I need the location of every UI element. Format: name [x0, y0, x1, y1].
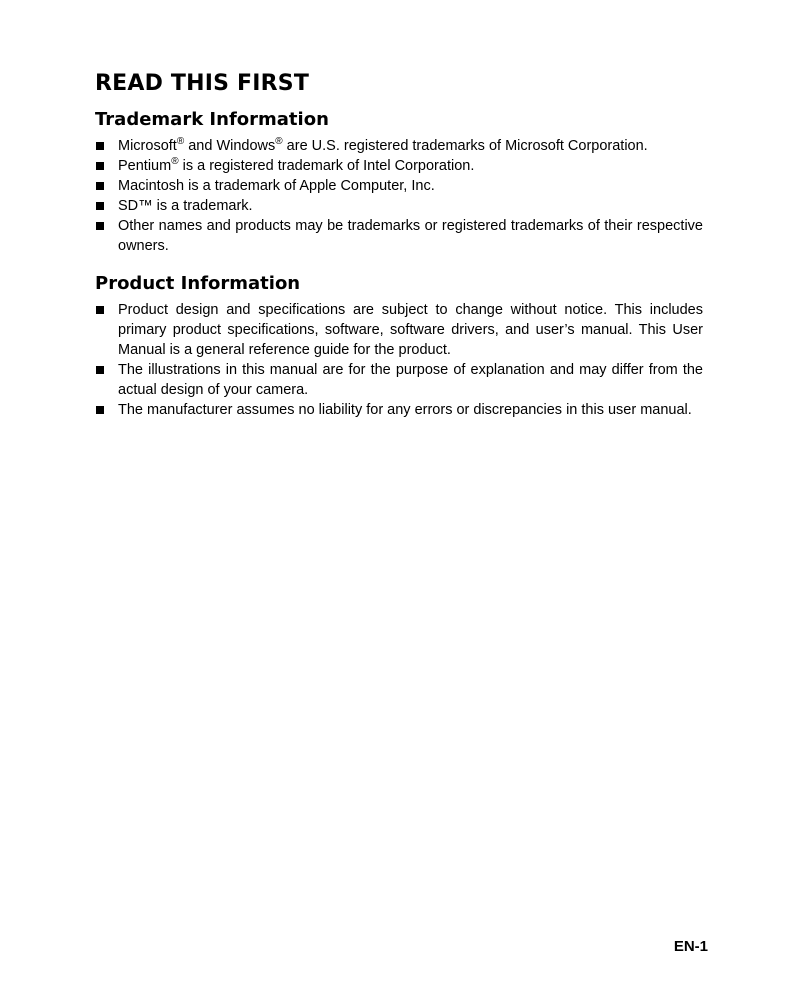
square-bullet-icon [96, 222, 104, 230]
list-item-text: The manufacturer assumes no liability for any errors or discrepancies in this user manual. [118, 402, 692, 418]
square-bullet-icon [96, 162, 104, 170]
list-item-text: Pentium® is a registered trademark of Intel Corporation. [118, 156, 475, 174]
trademark-list [95, 136, 703, 256]
product-heading: Product Information [95, 273, 301, 294]
list-item-text: Other names and products may be trademarks or registered trademarks of their respective owners. [118, 218, 703, 254]
list-item [95, 300, 703, 360]
list-item-text: Microsoft® and Windows® are U.S. registered trademarks of Microsoft Corporation. [118, 136, 648, 154]
trademark-heading: Trademark Information [95, 109, 329, 130]
page-number: EN-1 [673, 938, 708, 955]
list-item-text: SD™ is a trademark. [118, 198, 253, 214]
square-bullet-icon [96, 406, 104, 414]
page-content [95, 66, 703, 420]
list-item [95, 360, 703, 400]
list-item-text: The illustrations in this manual are for the purpose of explanation and may differ from the actual design of your camera. [118, 362, 703, 398]
product-list [95, 300, 703, 420]
square-bullet-icon [96, 366, 104, 374]
list-item [95, 136, 703, 156]
list-item [95, 156, 703, 176]
list-item [95, 216, 703, 256]
square-bullet-icon [96, 306, 104, 314]
list-item [95, 176, 703, 196]
list-item-text: Product design and specifications are subject to change without notice. This includes primary product specifications, software, software drivers, and user’s manual. This User Manual is a general reference guide for the product. [118, 302, 703, 358]
square-bullet-icon [96, 182, 104, 190]
page-title: READ THIS FIRST [95, 71, 310, 96]
square-bullet-icon [96, 142, 104, 150]
list-item [95, 400, 703, 420]
list-item-text: Macintosh is a trademark of Apple Computer, Inc. [118, 178, 435, 194]
list-item [95, 196, 703, 216]
square-bullet-icon [96, 202, 104, 210]
